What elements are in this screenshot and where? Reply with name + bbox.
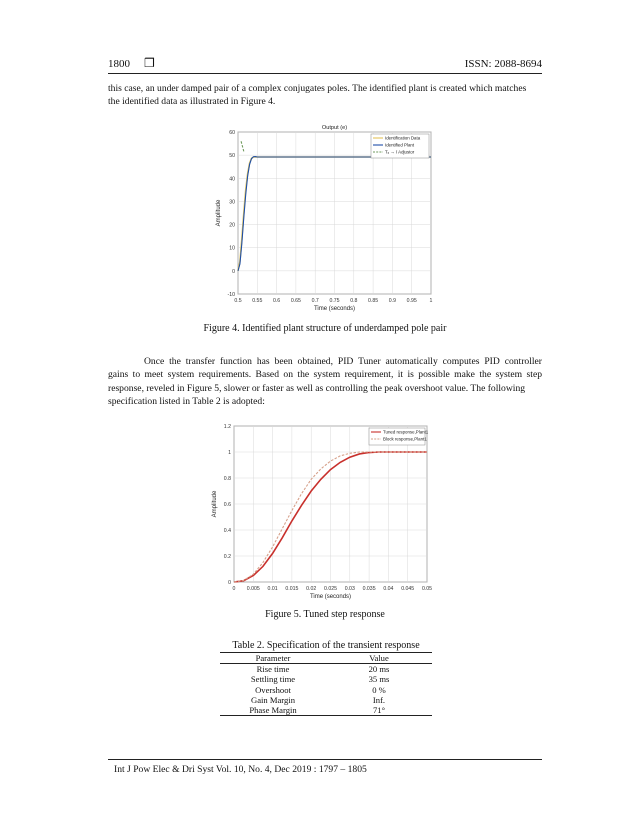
chart-title: Output (e) [321, 125, 348, 131]
x-tick-label: 0.035 [362, 586, 376, 592]
legend-label: Identified Plant [385, 142, 415, 148]
x-tick-label: 0.5 [234, 298, 242, 304]
page-number: 1800 [108, 58, 130, 70]
table-cell: Phase Margin [249, 705, 297, 716]
table-cell: 0 % [372, 684, 386, 695]
body-line: gains to meet system requirements. Based on the system requirement, it is possible make the system step [108, 369, 542, 381]
table-header-cell: Parameter [255, 653, 291, 663]
x-tick-label: 0.04 [383, 586, 394, 592]
legend-label: Identification Data [385, 135, 421, 141]
y-tick-label: 50 [229, 153, 235, 160]
table-header-cell: Value [369, 653, 389, 663]
y-axis-label: Amplitude [216, 199, 222, 227]
table-row [220, 674, 432, 684]
y-tick-label: 1.2 [223, 424, 231, 430]
legend-label: Block response,Plant1 [383, 436, 427, 442]
table-row [220, 705, 432, 716]
y-tick-label: -10 [227, 292, 235, 298]
table-cell: 71° [372, 705, 386, 716]
table-cell: Gain Margin [251, 694, 295, 705]
intro-line: this case, an under damped pair of a complex conjugates poles. The identified plant is created which matches [108, 83, 527, 94]
x-tick-label: 0.015 [285, 586, 299, 592]
x-tick-label: 0.05 [421, 586, 433, 592]
body-line: response, reveled in Figure 5, slower or faster as well as controlling the peak overshoot value. The following [108, 382, 526, 394]
x-tick-label: 0.02 [306, 586, 317, 592]
y-tick-label: 1 [228, 450, 231, 456]
footer-rule [108, 759, 542, 760]
spec-table [220, 653, 432, 716]
table-cell: Rise time [256, 664, 290, 675]
x-axis-label: Time (seconds) [309, 594, 352, 600]
x-tick-label: 0.9 [388, 298, 397, 304]
table-cell: Overshoot [255, 684, 291, 695]
table-2 [220, 640, 432, 716]
x-tick-label: 0.7 [311, 298, 319, 304]
table-cell: Settling time [250, 674, 296, 685]
x-tick-label: 0.01 [267, 586, 278, 592]
footer-journal: Int J Pow Elec & Dri Syst Vol. 10, No. 4, Dec 2019 : 1797 – 1805 [114, 764, 367, 775]
table-row [220, 685, 432, 695]
body-paragraph [108, 355, 542, 409]
intro-paragraph [108, 82, 542, 109]
x-tick-label: 0.6 [272, 298, 281, 304]
legend-label: Tₓ → í Adjustor [385, 149, 415, 155]
legend-label: Tuned response,Plant1 [383, 429, 429, 435]
table-title: Table 2. Specification of the transient response [232, 640, 420, 651]
y-tick-label: 0.8 [223, 476, 231, 482]
x-tick-label: 0.8 [350, 298, 358, 304]
box-icon: ❒ [144, 56, 155, 70]
body-line: Once the transfer function has been obtained, PID Tuner automatically computes PID controller [144, 356, 542, 367]
body-line: specification listed in Table 2 is adopted: [108, 396, 265, 408]
figure-5-chart [206, 418, 442, 604]
x-tick-label: 0 [232, 586, 236, 592]
y-tick-label: 0.4 [223, 528, 231, 534]
y-tick-label: 0 [232, 268, 235, 275]
table-cell: Inf. [372, 694, 386, 705]
y-tick-label: 20 [229, 222, 235, 229]
x-tick-label: 0.65 [290, 298, 301, 304]
x-axis-label: Time (seconds) [313, 306, 356, 312]
issn-label: ISSN: 2088-8694 [464, 58, 542, 70]
x-tick-label: 1 [429, 298, 433, 304]
y-tick-label: 30 [229, 199, 235, 206]
y-axis-label: Amplitude [212, 490, 218, 518]
x-tick-label: 0.045 [401, 586, 415, 592]
intro-line: the identified data as illustrated in Figure 4. [108, 96, 276, 108]
x-tick-label: 0.025 [324, 586, 337, 592]
x-tick-label: 0.005 [246, 586, 260, 592]
x-tick-label: 0.03 [344, 586, 355, 592]
y-tick-label: 0.2 [223, 554, 231, 560]
y-tick-label: 0.6 [223, 502, 231, 508]
figure-5-caption: Figure 5. Tuned step response [265, 609, 385, 620]
table-header-row [220, 653, 432, 664]
table-row [220, 695, 432, 705]
table-cell: 35 ms [368, 674, 390, 685]
table-row [220, 664, 432, 675]
table-cell: 20 ms [368, 664, 390, 675]
y-tick-label: 0 [228, 580, 231, 586]
x-tick-label: 0.85 [368, 298, 379, 304]
header-rule [108, 73, 542, 74]
figure-4-caption: Figure 4. Identified plant structure of underdamped pole pair [203, 323, 447, 334]
x-tick-label: 0.95 [406, 298, 417, 304]
y-tick-label: 60 [229, 130, 235, 136]
y-tick-label: 40 [229, 176, 235, 183]
y-tick-label: 10 [229, 245, 235, 252]
x-tick-label: 0.75 [329, 298, 340, 304]
x-tick-label: 0.55 [252, 298, 263, 304]
figure-4-chart [210, 120, 440, 315]
